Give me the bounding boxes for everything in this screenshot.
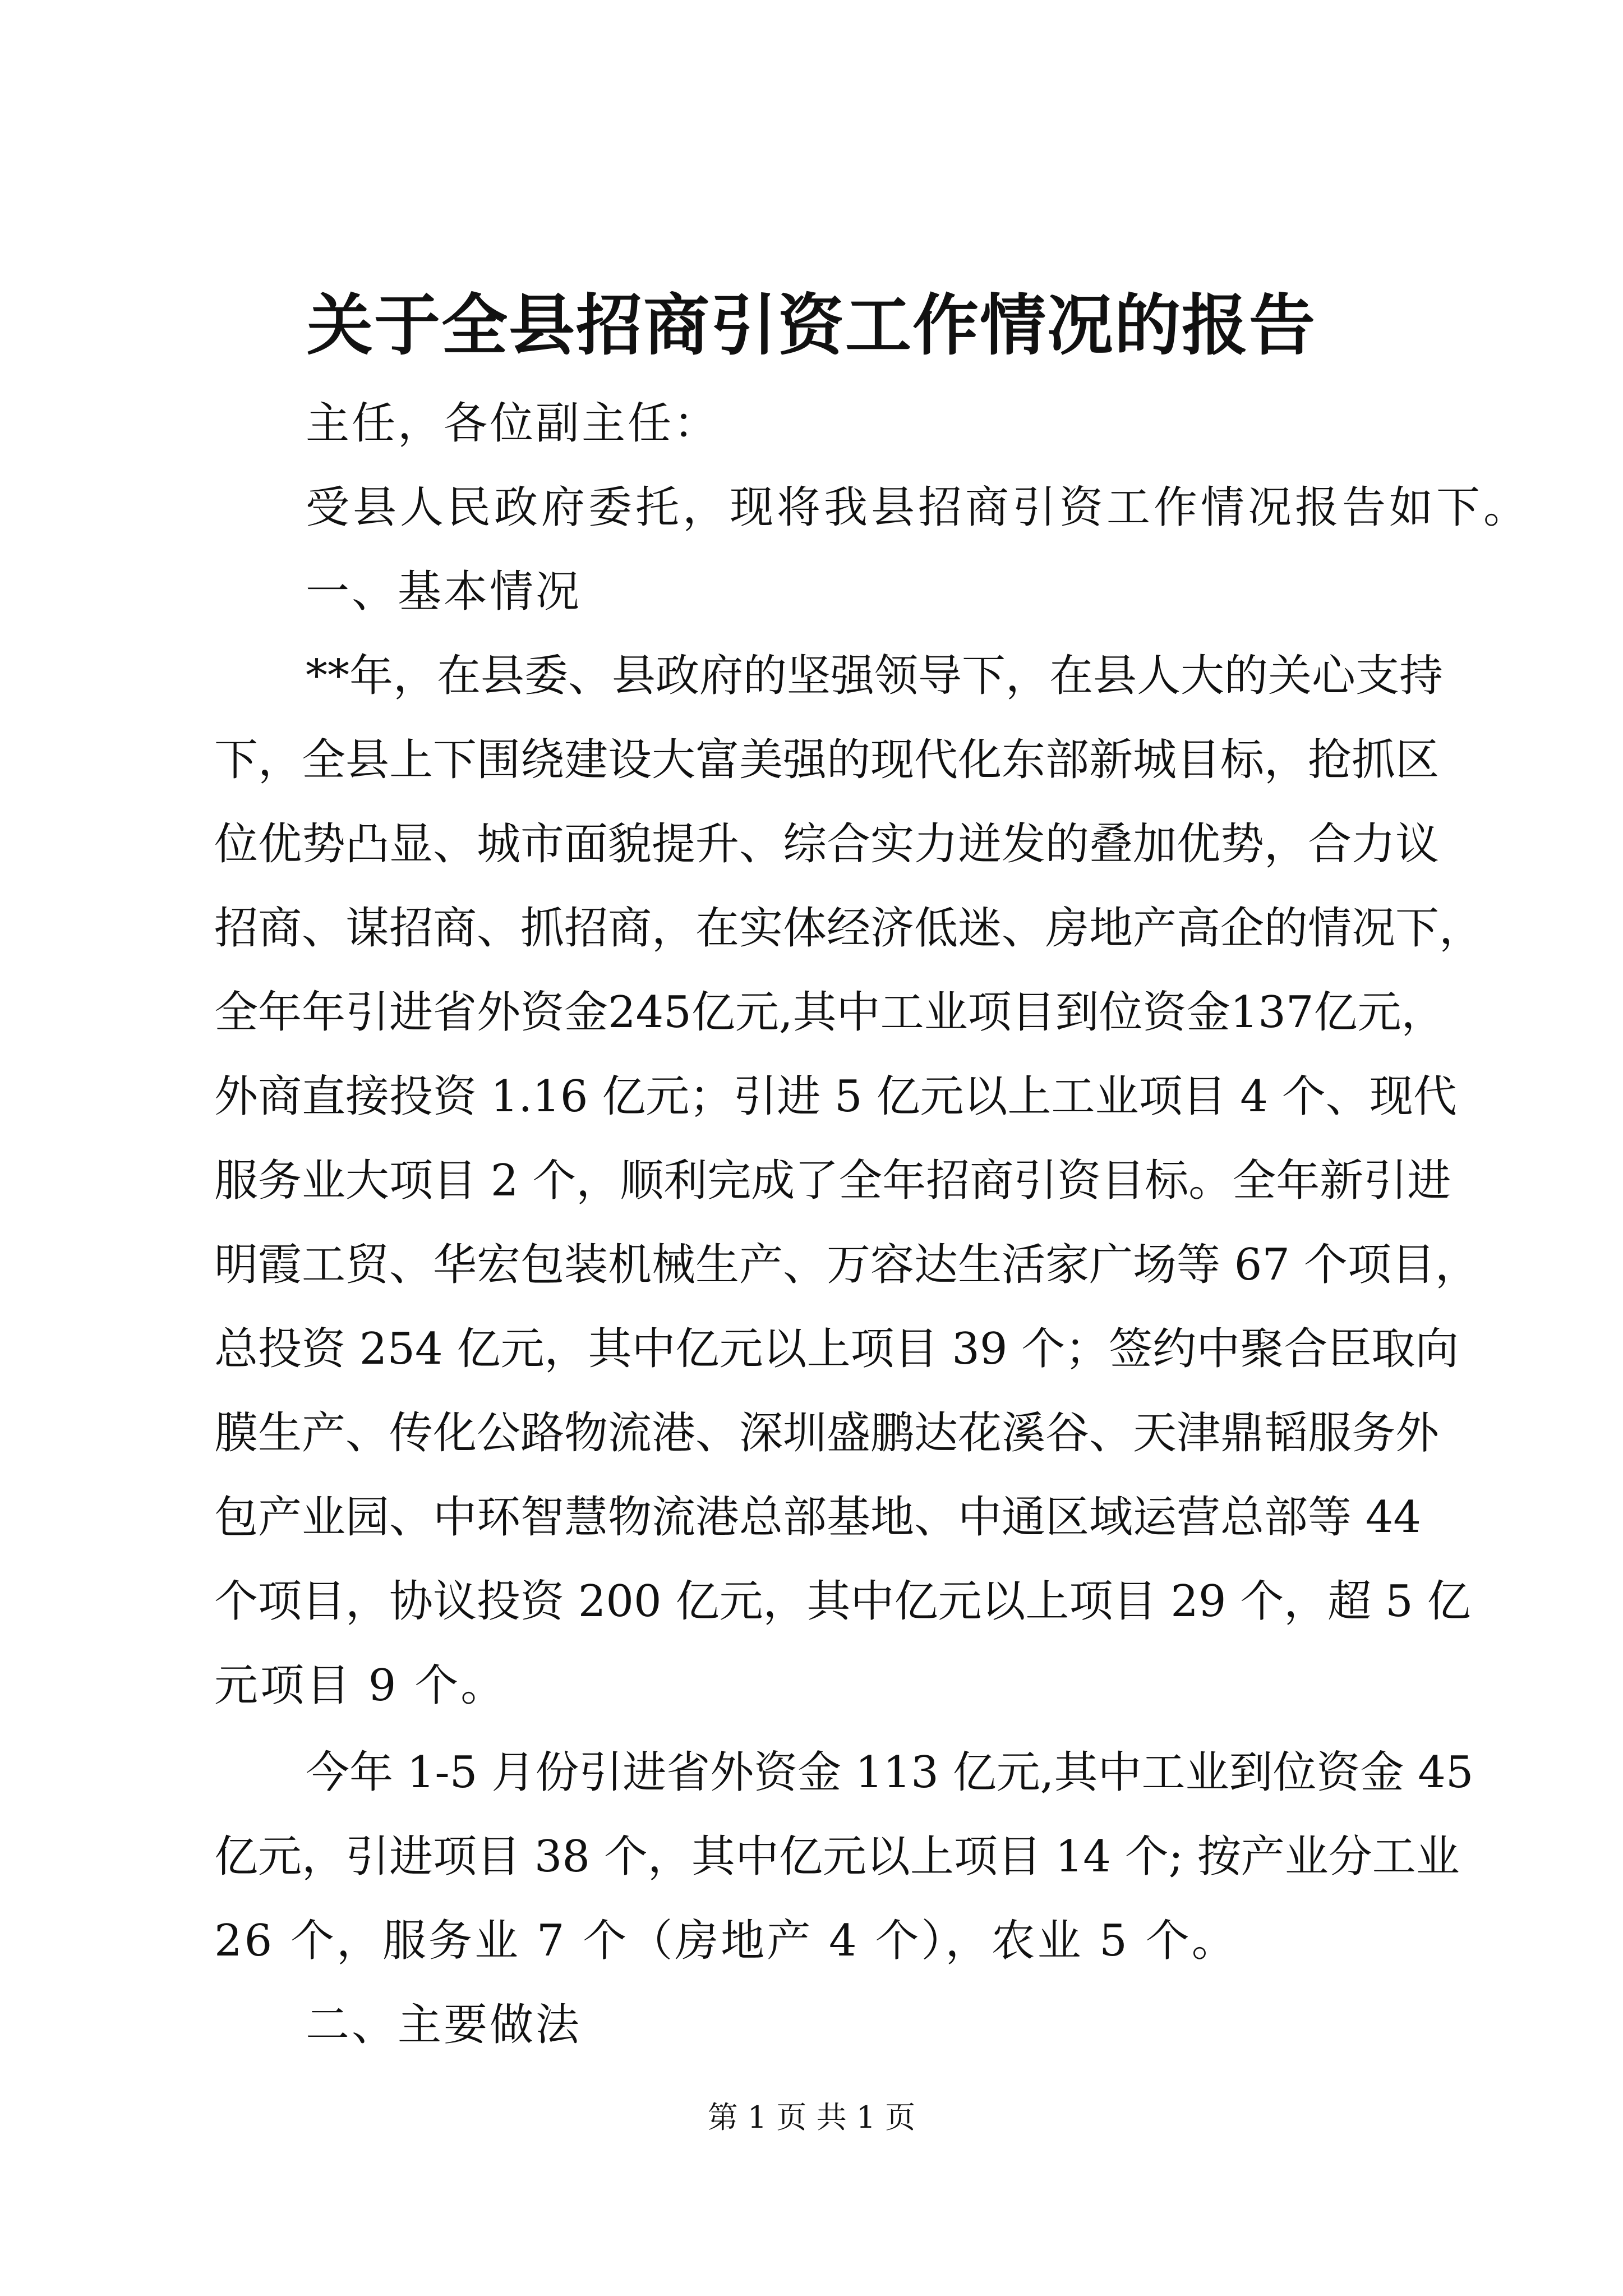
paragraph-line: 明霞工贸、华宏包装机械生产、万容达生活家广场等 67 个项目， [214, 1240, 1479, 1290]
salutation: 主任，各位副主任： [306, 398, 720, 449]
paragraph-line: 膜生产、传化公路物流港、深圳盛鹏达花溪谷、天津鼎韬服务外 [214, 1408, 1440, 1458]
paragraph-line: 总投资 254 亿元，其中亿元以上项目 39 个；签约中聚合臣取向 [214, 1324, 1459, 1374]
paragraph-line: 亿元，引进项目 38 个，其中亿元以上项目 14 个; 按产业分工业 [214, 1832, 1460, 1882]
page-number-footer: 第 1 页 共 1 页 [707, 2100, 916, 2135]
paragraph-line: 位优势凸显、城市面貌提升、综合实力迸发的叠加优势，合力议 [214, 819, 1440, 869]
paragraph-line: 全年年引进省外资金245亿元,其中工业项目到位资金137亿元， [214, 987, 1445, 1038]
paragraph-line: 今年 1-5 月份引进省外资金 113 亿元,其中工业到位资金 45 [306, 1747, 1474, 1798]
section-heading-methods: 二、主要做法 [306, 2000, 582, 2050]
paragraph-line: 元项目 9 个。 [214, 1660, 507, 1711]
paragraph-line: 招商、谋招商、抓招商，在实体经济低迷、房地产高企的情况下， [214, 903, 1483, 954]
paragraph-line: 包产业园、中环智慧物流港总部基地、中通区域运营总部等 44 [214, 1492, 1422, 1543]
intro-paragraph: 受县人民政府委托，现将我县招商引资工作情况报告如下。 [306, 482, 1531, 533]
paragraph-line: 下，全县上下围绕建设大富美强的现代化东部新城目标，抢抓区 [214, 735, 1440, 785]
section-heading-basic: 一、基本情况 [306, 567, 582, 617]
paragraph-line: **年，在县委、县政府的坚强领导下，在县人大的关心支持 [306, 651, 1444, 701]
document-title: 关于全县招商引资工作情况的报告 [306, 286, 1316, 364]
paragraph-line: 个项目，协议投资 200 亿元，其中亿元以上项目 29 个，超 5 亿 [214, 1576, 1471, 1627]
paragraph-line: 26 个，服务业 7 个（房地产 4 个），农业 5 个。 [214, 1916, 1238, 1966]
paragraph-line: 外商直接投资 1.16 亿元；引进 5 亿元以上工业项目 4 个、现代 [214, 1071, 1457, 1122]
paragraph-line: 服务业大项目 2 个，顺利完成了全年招商引资目标。全年新引进 [214, 1156, 1451, 1206]
